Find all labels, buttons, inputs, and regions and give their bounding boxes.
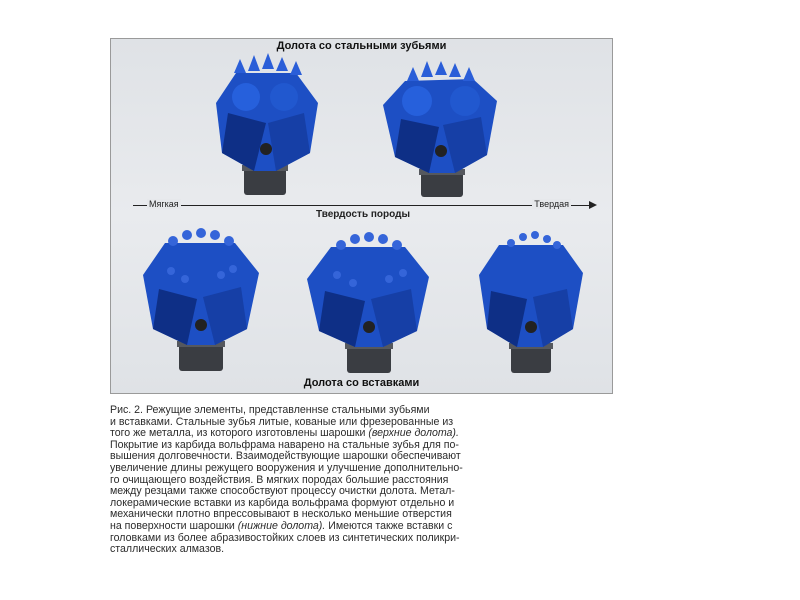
caption-line: сталлических алмазов. (110, 543, 225, 556)
insert-bits-title: Долота со вставками (303, 377, 420, 389)
rock-hardness-scale (133, 199, 593, 221)
hardness-axis-title: Твердость породы (316, 209, 410, 220)
caption-line: механически плотно впрессовывают в несколько меньшие отверстия (110, 508, 452, 521)
caption-line: вышения долговечности. Взаимодействующие шарошки обеспечивают (110, 450, 461, 463)
caption-line: того же металла, из которого изготовлены шарошки (верхние долота). (110, 427, 459, 440)
insert-bit-photo-1 (135, 225, 265, 375)
steel-tooth-bit-photo-1 (206, 53, 326, 199)
hardness-axis-line (133, 205, 593, 206)
caption-line: головками из более абразивостойких слоев из синтетических поликри- (110, 531, 460, 544)
caption-line: Покрытие из карбида вольфрама наварено на стальные зубья для по- (110, 438, 459, 451)
insert-bit-photo-3 (471, 229, 589, 377)
caption-italic: (нижние долота). (237, 519, 326, 532)
caption-line: локерамические вставки из карбида вольфрама формуют отдельно и (110, 496, 455, 509)
caption-line: го очищающего воздействия. В мягких породах большие расстояния (110, 473, 449, 486)
figure-panel (110, 38, 613, 394)
hardness-soft-label: Мягкая (149, 199, 179, 209)
steel-tooth-bit-photo-2 (377, 61, 503, 201)
steel-tooth-bits-title: Долота со стальными зубьями (276, 40, 447, 52)
caption-line: и вставками. Стальные зубья литые, кованые или фрезерованные из (110, 415, 454, 428)
caption-line: увеличение длины режущего вооружения и улучшение дополнительно- (110, 461, 463, 474)
figure-caption (110, 405, 620, 556)
arrow-right-icon (589, 201, 597, 209)
hardness-hard-label: Твердая (534, 199, 569, 209)
caption-line: между резцами также способствуют процессу очистки долота. Метал- (110, 485, 455, 498)
caption-line: Рис. 2. Режущие элементы, представленнsе стальными зубьями (110, 404, 430, 416)
caption-italic: (верхние долота). (368, 427, 459, 440)
insert-bit-photo-2 (301, 231, 435, 377)
caption-line: на поверхности шарошки (нижние долота). Имеются также вставки с (110, 519, 453, 532)
